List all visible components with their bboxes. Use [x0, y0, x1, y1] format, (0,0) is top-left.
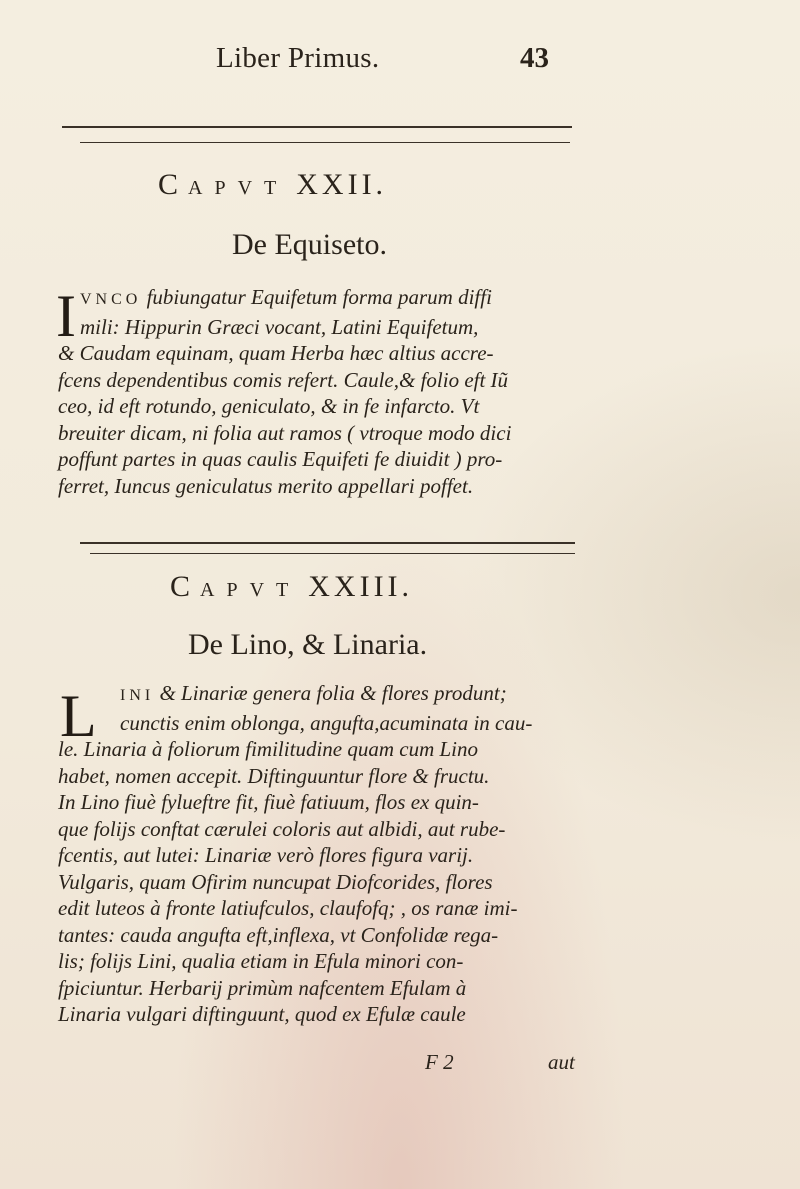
- section-rule-bottom: [90, 553, 575, 554]
- signature-mark: F 2: [425, 1050, 454, 1074]
- chapter-heading-22: [158, 168, 618, 202]
- paragraph-22: [58, 284, 598, 499]
- chapter-number: XXIII.: [308, 570, 414, 603]
- header-rule-top: [62, 126, 572, 128]
- text-line: fcentis, aut lutei: Linariæ verò flores figura varij.: [58, 843, 474, 867]
- text-line: le. Linaria à foliorum fimilitudine quam cum Lino: [58, 737, 479, 761]
- text-line: In Lino fiuè fylueftre fit, fiuè fatiuum, flos ex quin-: [58, 790, 479, 814]
- caput-word: APVT: [188, 177, 289, 199]
- text-run: fubiungatur Equifetum forma parum diffi: [146, 285, 492, 309]
- caput-initial: C: [170, 570, 201, 603]
- text-line: [58, 680, 598, 710]
- text-line: lis; folijs Lini, qualia etiam in Efula minori con-: [58, 949, 464, 973]
- chapter-title-23: De Lino, & Linaria.: [188, 628, 428, 661]
- text-line: poffunt partes in quas caulis Equifeti fe diuidit ) pro-: [58, 447, 503, 471]
- text-line: mili: Hippurin Græci vocant, Latini Equifetum,: [80, 314, 479, 339]
- opening-word: INI: [120, 687, 155, 704]
- text-line: ceo, id eft rotundo, geniculato, & in fe infarcto. Vt: [58, 394, 480, 418]
- text-line: fcens dependentibus comis refert. Caule,& folio eft Iũ: [58, 367, 509, 392]
- text-line: cunctis enim oblonga, angufta,acuminata in cau-: [120, 710, 533, 735]
- running-title: Liber Primus.: [216, 42, 380, 74]
- caput-word: APVT: [200, 579, 301, 601]
- text-run: & Linariæ genera folia & flores produnt;: [159, 681, 507, 705]
- text-line: breuiter dicam, ni folia aut ramos ( vtroque modo dici: [58, 420, 512, 445]
- opening-word: VNCO: [80, 291, 142, 308]
- text-line: Vulgaris, quam Ofirim nuncupat Diofcorides, flores: [58, 869, 493, 894]
- text-line: & Caudam equinam, quam Herba hæc altius accre-: [58, 341, 494, 365]
- section-rule-top: [80, 542, 575, 544]
- text-line: [58, 284, 598, 314]
- text-line: edit luteos à fronte latiufculos, claufofq; , os ranæ imi-: [58, 896, 518, 920]
- drop-cap-22: I: [56, 283, 76, 349]
- chapter-heading-23: [170, 570, 630, 604]
- text-line: fpiciuntur. Herbarij primùm nafcentem Efulam à: [58, 975, 467, 1000]
- page-number: 43: [520, 42, 549, 74]
- header-rule-bottom: [80, 142, 570, 143]
- text-line: que folijs conftat cærulei coloris aut albidi, aut rube-: [58, 816, 506, 841]
- paragraph-23: [58, 680, 598, 1028]
- text-line: habet, nomen accepit. Diftinguuntur flore & fructu.: [58, 763, 490, 788]
- text-line: ferret, Iuncus geniculatus merito appellari poffet.: [58, 473, 474, 498]
- chapter-title-22: De Equiseto.: [232, 228, 387, 261]
- text-line: Linaria vulgari diftinguunt, quod ex Efulæ caule: [58, 1002, 466, 1026]
- catchword: aut: [548, 1050, 575, 1074]
- text-line: tantes: cauda angufta eft,inflexa, vt Confolidæ rega-: [58, 922, 499, 947]
- drop-cap-23: L: [60, 683, 97, 749]
- caput-initial: C: [158, 168, 189, 201]
- chapter-number: XXII.: [296, 168, 388, 201]
- running-head: [0, 40, 800, 80]
